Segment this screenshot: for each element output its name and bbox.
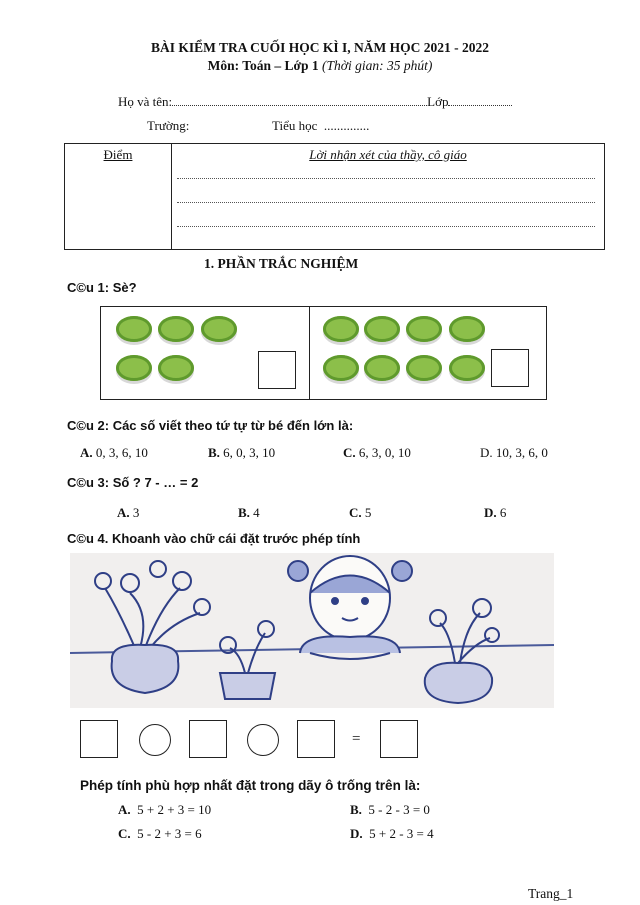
ball xyxy=(323,355,359,381)
option-letter: D. xyxy=(480,445,493,460)
option-letter: D. xyxy=(350,826,363,841)
q2-option-d[interactable] xyxy=(480,445,548,461)
eq-box-2[interactable] xyxy=(189,720,227,758)
q4-prompt: C©u 4. Khoanh vào chữ cái đặt trước phép tính xyxy=(67,531,361,546)
eq-operator-circle-1[interactable] xyxy=(139,724,171,756)
q2-prompt: C©u 2: Các số viết theo tứ tự từ bé đến lớn là: xyxy=(67,418,354,433)
option-letter: A. xyxy=(117,505,130,520)
q4-option-b[interactable] xyxy=(350,802,430,818)
option-text: 5 + 2 + 3 = 10 xyxy=(137,802,212,817)
ball xyxy=(364,355,400,381)
school-type: Tiểu học xyxy=(272,118,318,133)
flowers-and-girl-image xyxy=(70,553,554,708)
eq-operator-circle-2[interactable] xyxy=(247,724,279,756)
name-field[interactable] xyxy=(172,105,427,106)
equals-sign: = xyxy=(352,731,361,747)
q4-option-d[interactable] xyxy=(350,826,434,842)
comment-line-3[interactable] xyxy=(177,226,595,227)
option-letter: B. xyxy=(238,505,250,520)
school-row xyxy=(272,118,369,134)
eq-result-box[interactable] xyxy=(380,720,418,758)
school-label: Trường: xyxy=(147,118,190,133)
ball xyxy=(323,316,359,342)
ball xyxy=(449,355,485,381)
q4-option-c[interactable] xyxy=(118,826,202,842)
q3-option-c[interactable] xyxy=(349,505,371,521)
q1-prompt: C©u 1: Sè? xyxy=(67,280,137,295)
exam-subject-line xyxy=(0,58,640,74)
option-text: 4 xyxy=(253,505,260,520)
option-letter: C. xyxy=(343,445,356,460)
option-text: 5 + 2 - 3 = 4 xyxy=(369,826,434,841)
option-letter: C. xyxy=(118,826,131,841)
q3-option-d[interactable] xyxy=(484,505,506,521)
q1-divider xyxy=(309,307,310,399)
q3-prompt: C©u 3: Số ? 7 - … = 2 xyxy=(67,475,199,490)
page-number: Trang_1 xyxy=(528,886,574,901)
subject: Môn: Toán – Lớp 1 xyxy=(207,58,319,73)
option-letter: A. xyxy=(118,802,131,817)
option-letter: C. xyxy=(349,505,362,520)
q4-sub-prompt: Phép tính phù hợp nhất đặt trong dãy ô trống trên là: xyxy=(80,778,421,793)
name-label: Họ và tên: xyxy=(118,94,173,109)
q1-answer-box-right[interactable] xyxy=(491,349,529,387)
score-label: Điểm xyxy=(103,147,133,162)
option-text: 10, 3, 6, 0 xyxy=(495,445,548,460)
q2-option-b[interactable] xyxy=(208,445,275,461)
option-letter: A. xyxy=(80,445,93,460)
option-text: 5 xyxy=(364,505,372,520)
option-text: 0, 3, 6, 10 xyxy=(95,445,148,460)
exam-time: (Thời gian: 35 phút) xyxy=(322,58,433,73)
option-text: 6 xyxy=(499,505,507,520)
ball xyxy=(406,316,442,342)
q3-option-b[interactable] xyxy=(238,505,260,521)
comment-line-2[interactable] xyxy=(177,202,595,203)
school-field[interactable]: .............. xyxy=(323,118,370,133)
q2-option-c[interactable] xyxy=(343,445,411,461)
option-letter: D. xyxy=(484,505,497,520)
ball xyxy=(449,316,485,342)
ball xyxy=(116,316,152,342)
eq-box-1[interactable] xyxy=(80,720,118,758)
ball xyxy=(364,316,400,342)
q1-answer-box-left[interactable] xyxy=(258,351,296,389)
ball xyxy=(201,316,237,342)
comment-line-1[interactable] xyxy=(177,178,595,179)
ball xyxy=(406,355,442,381)
student-name-row xyxy=(118,94,538,110)
option-text: 5 - 2 - 3 = 0 xyxy=(368,802,430,817)
q4-illustration xyxy=(70,553,554,708)
score-table xyxy=(64,143,605,250)
ball xyxy=(116,355,152,381)
q4-option-a[interactable] xyxy=(118,802,211,818)
option-text: 5 - 2 + 3 = 6 xyxy=(137,826,202,841)
q2-option-a[interactable] xyxy=(80,445,148,461)
option-text: 6, 0, 3, 10 xyxy=(223,445,276,460)
comment-label: Lời nhận xét của thầy, cô giáo xyxy=(309,147,467,162)
q1-counting-box xyxy=(100,306,547,400)
option-text: 6, 3, 0, 10 xyxy=(358,445,411,460)
ball xyxy=(158,316,194,342)
class-field[interactable] xyxy=(448,105,512,106)
section-heading: 1. PHẦN TRẮC NGHIỆM xyxy=(204,256,359,271)
option-letter: B. xyxy=(350,802,362,817)
ball xyxy=(158,355,194,381)
exam-title: BÀI KIỂM TRA CUỐI HỌC KÌ I, NĂM HỌC 2021 - 2022 xyxy=(150,40,490,55)
eq-box-3[interactable] xyxy=(297,720,335,758)
option-letter: B. xyxy=(208,445,220,460)
option-text: 3 xyxy=(132,505,140,520)
q3-option-a[interactable] xyxy=(117,505,139,521)
class-label: Lớp xyxy=(427,94,449,109)
